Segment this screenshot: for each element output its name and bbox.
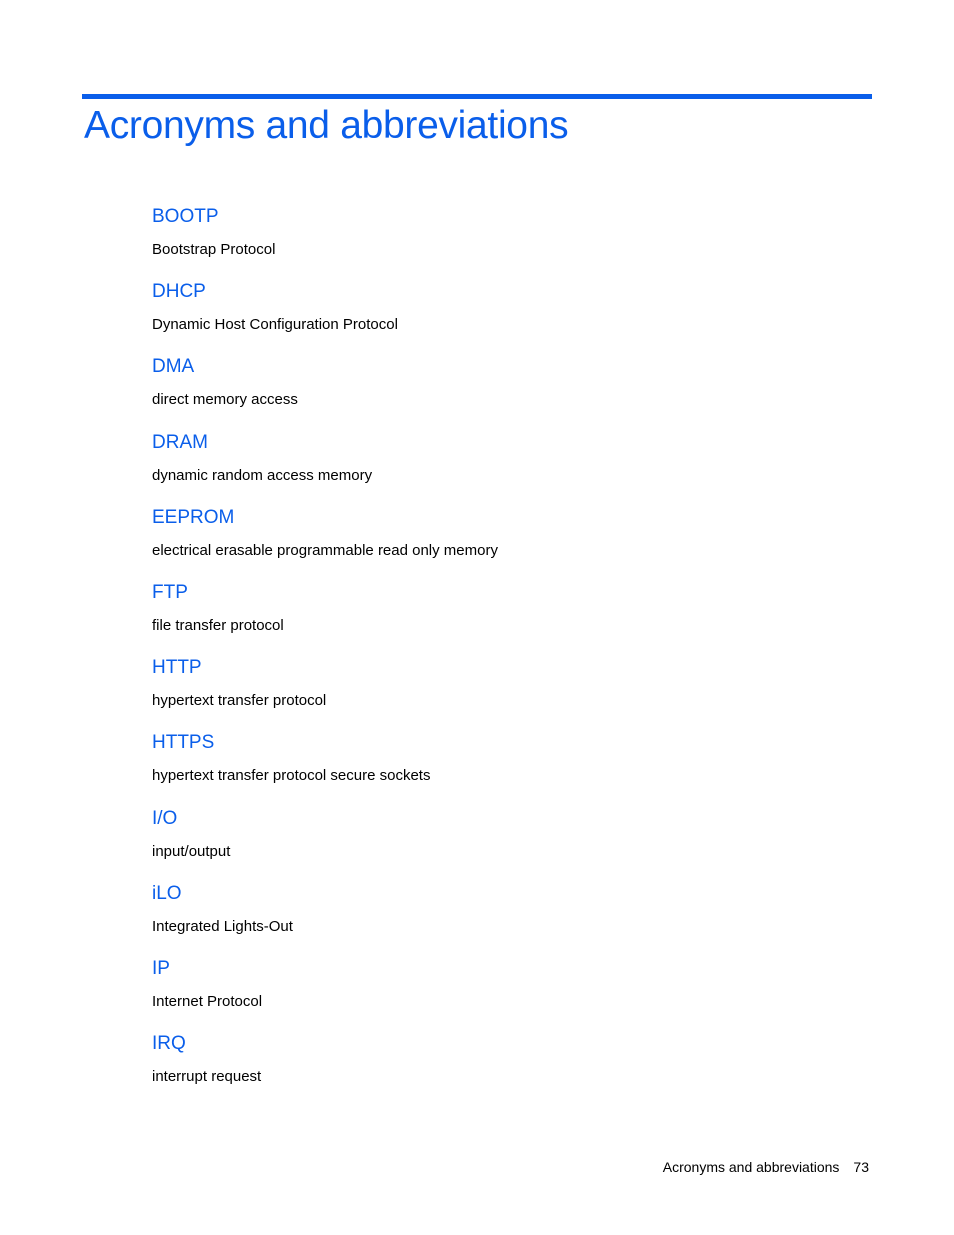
glossary-definition: Internet Protocol [152,992,263,1010]
glossary-definition: electrical erasable programmable read only memory [152,541,498,559]
glossary-term: iLO [152,882,182,904]
glossary-definition: file transfer protocol [152,616,284,634]
glossary-entry [152,1032,852,1107]
glossary-term: EEPROM [152,506,235,528]
glossary-term: IP [152,957,170,979]
glossary-entry [152,280,852,355]
glossary-entry [152,882,852,957]
glossary-entry [152,431,852,506]
glossary-term: DRAM [152,431,208,453]
glossary-list [152,205,852,1107]
glossary-term: BOOTP [152,206,219,227]
page-footer [663,1158,869,1176]
glossary-entry [152,807,852,882]
glossary-entry [152,957,852,1032]
glossary-definition: interrupt request [152,1068,262,1086]
glossary-term: HTTPS [152,732,215,754]
page-number: 73 [853,1159,869,1175]
glossary-definition: hypertext transfer protocol secure sockets [152,767,431,785]
glossary-definition: Integrated Lights-Out [152,917,293,935]
glossary-definition: dynamic random access memory [152,466,373,484]
glossary-term: FTP [152,581,188,603]
glossary-definition: Bootstrap Protocol [152,241,276,258]
page-title: Acronyms and abbreviations [84,104,569,147]
glossary-definition: direct memory access [152,391,298,409]
glossary-definition: hypertext transfer protocol [152,692,327,710]
glossary-entry [152,355,852,430]
footer-section-title: Acronyms and abbreviations [662,1159,840,1175]
title-rule [82,94,872,99]
glossary-entry [152,581,852,656]
glossary-term: I/O [152,807,178,829]
glossary-term: DHCP [152,281,206,303]
glossary-entry [152,731,852,806]
glossary-term: IRQ [152,1033,186,1055]
glossary-entry [152,205,852,280]
glossary-term: HTTP [152,657,202,679]
glossary-definition: Dynamic Host Configuration Protocol [152,316,398,334]
glossary-entry [152,656,852,731]
glossary-entry [152,506,852,581]
glossary-definition: input/output [152,842,231,860]
glossary-term: DMA [152,356,195,378]
